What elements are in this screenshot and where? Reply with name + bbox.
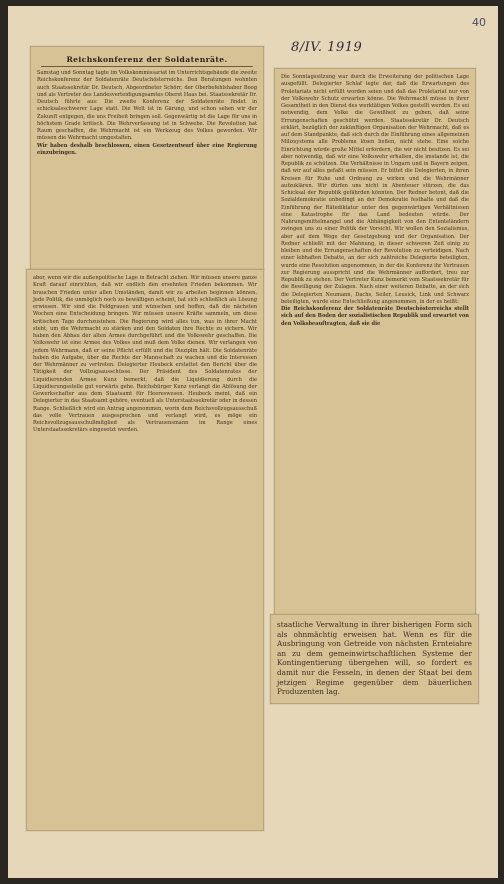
- headline-rule: [41, 66, 253, 67]
- clipping-right-top: [274, 68, 476, 615]
- clipping-right-bottom: [270, 614, 479, 704]
- clipping-left-bottom: [26, 269, 264, 831]
- archive-sheet: [8, 6, 498, 878]
- page-number: 40: [472, 16, 486, 29]
- article-headline: Reichskonferenz der Soldatenräte.: [66, 55, 228, 64]
- article-paragraph-1: Samstag und Sonntag tagte im Volkskommissariat im Unterrichtsgebäude die zweite Reichskonferenz der Soldatenräte Deutschösterreichs. Den Beratungen wohnten auch Staatssekretär Dr. Deutsch, Abgeordneter Schörr, der Oberbefehlshaber Boog und als Vertreter des Landesverteidigungsamtes Oberst Haas bei. Staatssekretär Dr. Deutsch führte aus: Die zweite Konferenz der Soldatenräte findet in schicksalsschwerer Lage statt. Die Welt ist in Gärung, und schon sehen wir der Zukunft entgegen, die uns Freiheit bringen soll. Gegenwärtig ist die Lage für uns in höchstem Grade kritisch. Die Wehrverfassung ist in Schwebe. Die Revolution hat Raum geschaffen, die Wehrmacht ist ein Werkzeug des Volkes geworden. Wir müssen die Wehrmacht umgestalten.: [37, 70, 257, 142]
- handwritten-date: 8/IV. 1919: [291, 40, 363, 55]
- article-paragraph-1-bold: Wir haben deshalb beschlossen, einen Gesetzentwurf über eine Regierung einzubringen.: [37, 142, 257, 156]
- article-paragraph-3: Die Sonntagssitzung war durch die Erweiterung der politischen Lage ausgefüllt. Delegierter Schlaf legte dar, daß die Erwartungen des Proletariats nicht erfüllt worden seien und daß das Proletariat nur von der Volkswehr Schutz erwarten könne. Die Wehrmacht müsse in ihrer Gesamtheit in den Dienst des werktätigen Volkes gestellt werden. Es sei notwendig, dem Volke die Gewißheit zu geben, daß seine Errungenschaften geschützt werden. Staatssekretär Dr. Deutsch erklärt, bezüglich der zukünftigen Organisation der Wehrmacht, daß es auf dem Standpunkte, daß sich durch die Einführung eines allgemeinen Milizsystems alle Probleme lösen ließen, nicht stehe. Eine solche Einrichtung würde große Mittel erfordern, die wir nicht besitzen. Es sei aber notwendig, daß wir eine Volkswehr erhalten, die imstande ist, die Republik zu schützen. Die Verhältnisse in Ungarn und in Bayern zeigen, daß wir auf alles gefaßt sein müssen. Er bittet die Delegierten, in ihren Kreisen für Ruhe und Ordnung zu wirken und die Wehrmänner aufzuklären. Wir dürfen uns nicht in Abenteuer stürzen, die das Schicksal der Republik gefährden könnten. Der Redner betont, daß die Sozialdemokratie unbedingt an der Demokratie festhalte und daß die Einführung der Rätediktatur unter den gegenwärtigen Verhältnissen eine Katastrophe für das Land bedeuten würde. Der Nahrungsmittelmangel und die Abhängigkeit von den Ententeländern zwingen uns zu einer Politik der Vorsicht. Wir wollen den Sozialismus, aber auf dem Wege der Gesetzgebung und der Organisation. Der Redner schließt mit der Mahnung, in dieser schweren Zeit einig zu bleiben und die Errungenschaften der Revolution zu verteidigen. Nach einer lebhaften Debatte, an der sich zahlreiche Delegierte beteiligten, wurde eine Resolution angenommen, in der die Konferenz ihr Vertrauen zur Regierung ausspricht und die Wehrmänner auffordert, treu zur Republik zu stehen. Der Vertreter Kunz bemerkt vom Staatssekretär für die Bewilligung der Zulagen. Nach einer weiteren Debatte, an der sich die Delegierten Neumann, Dachs, Seiler, Leusick, Link und Schwarz beteiligten, wurde eine Entschließung angenommen, in der es heißt:: [281, 74, 469, 305]
- article-paragraph-2: aber, wenn wir die außenpolitische Lage in Betracht ziehen. Wir müssen unsere ganze Kraft darauf einrichten, daß wir endlich den ersehnten Frieden bekommen. Wir brauchen Frieden unter allen Umständen, damit wir zu arbeiten beginnen können. Jede Politik, die unmöglich noch zu bewältigen scheint, hat sich schließlich als Lösung erwiesen. Wir sind die Feldgrauen und wünschen und hoffen, daß die nächsten Wochen eine Entscheidung bringen. Wir müssen unsere Kräfte sammeln, um diese kritischen Tage durchzustehen. Die Regierung wird alles tun, was in ihrer Macht steht, um die Wehrmacht zu stärken und den Soldaten ihre Rechte zu sichern. Wir haben den Abbau der alten Armee durchgeführt und die Volkswehr geschaffen. Die Volkswehr ist eine Armee des Volkes und muß dem Volke dienen. Wir verlangen von jedem Wehrmann, daß er seine Pflicht erfüllt und die Disziplin hält. Die Soldatenräte haben die Aufgabe, über die Rechte der Mannschaft zu wachen und die Interessen der Wehrmänner zu vertreten. Delegierter Heubeck erstattet den Bericht über die Tätigkeit der Vollzugsausschüsse. Der Präsident des Soldatenrates der Liquidierenden Armee Kunz bemerkt, daß die Liquidierung durch die Liquidierungsstelle gut vorwärts gehe. Reichsbürger Kunz verlangt die Ablösung der Gewerkschafter aus dem Staatsamt für Heereswesen. Heubeck meint, daß ein Delegierter in das Staatsamt gehöre, eventuell als Unterstaatssekretär oder in dessen Range. Schließlich wird ein Antrag angenommen, worin dem Reichsvollzugsausschuß das volle Vertrauen ausgesprochen und verlangt wird, es möge ein Reichsvollzugsausschußmitglied als Vertrauensmann im Range eines Unterstaatssekretärs eingesetzt werden.: [33, 275, 257, 434]
- article-paragraph-3-bold: Die Reichskonferenz der Soldatenräte Deutschösterreichs stellt sich auf den Boden der sozialistischen Republik und erwartet von den Volksbeauftragten, daß sie die: [281, 306, 469, 327]
- clipping-left-top: [30, 46, 264, 270]
- article-paragraph-4: staatliche Verwaltung in ihrer bisherigen Form sich als ohnmächtig erweisen hat. Wenn es für die Ausbringung von Getreide von nächsten Ernteiahre an zu dem gemeinwirtschaftlichen Systeme der Kontingentierung übergehen will, so fordert es damit nur die Fesseln, in denen der Staat bei dem jetzigen Regime gegenüber dem bäuerlichen Produzenten lag.: [277, 620, 472, 697]
